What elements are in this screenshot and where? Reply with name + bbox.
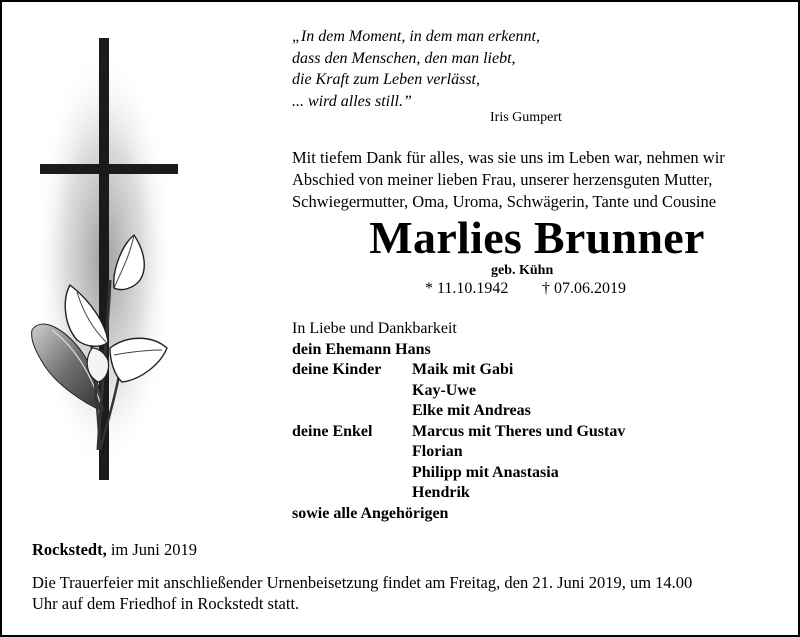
mourners-opening: In Liebe und Dankbarkeit — [292, 320, 457, 337]
mourners-closing: sowie alle Angehörigen — [292, 504, 449, 522]
mourner-row — [292, 401, 531, 422]
grandchild-name: Hendrik — [412, 484, 470, 501]
child-name: Kay-Uwe — [412, 381, 476, 399]
intro-line: Mit tiefem Dank für alles, was sie uns im Leben war, nehmen wir — [292, 148, 725, 167]
death-date: † 07.06.2019 — [542, 280, 626, 297]
child-name: Elke mit Andreas — [412, 402, 531, 419]
quote-line: dass den Menschen, den man liebt, — [292, 49, 516, 67]
mourner-row — [292, 463, 559, 484]
place-date — [32, 540, 197, 560]
mourner-row — [292, 422, 626, 443]
mourner-husband: dein Ehemann Hans — [292, 340, 431, 358]
grandchild-name: Marcus mit Theres und Gustav — [412, 422, 626, 440]
quote-text — [292, 26, 612, 112]
quote-line: ... wird alles still.” — [292, 92, 412, 110]
ceremony-line: Uhr auf dem Friedhof in Rockstedt statt. — [32, 594, 300, 613]
mourner-row — [292, 483, 470, 504]
children-label: deine Kinder — [292, 361, 382, 378]
intro-line: Schwiegermutter, Oma, Uroma, Schwägerin, Tante und Cousine — [292, 192, 717, 211]
quote-line: die Kraft zum Leben verlässt, — [292, 71, 480, 88]
ceremony-line: Die Trauerfeier mit anschließender Urnenbeisetzung findet am Freitag, den 21. Juni 2019, um 14.00 — [32, 573, 693, 592]
quote-line: „In dem Moment, in dem man erkennt, — [292, 28, 540, 45]
grandchild-name: Philipp mit Anastasia — [412, 463, 559, 481]
place-name: Rockstedt, — [32, 540, 107, 559]
deceased-name: Marlies Brunner — [369, 212, 705, 263]
mourner-row — [292, 442, 463, 463]
intro-text — [292, 147, 782, 213]
grandchildren-label: deine Enkel — [292, 422, 373, 440]
ceremony-info — [32, 572, 782, 614]
quote-author: Iris Gumpert — [490, 110, 562, 125]
cross-and-calla-lilies-image — [22, 30, 182, 490]
child-name: Maik mit Gabi — [412, 361, 514, 378]
mourner-row — [292, 381, 476, 402]
mourners-list — [292, 319, 626, 524]
grandchild-name: Florian — [412, 443, 463, 460]
maiden-name: geb. Kühn — [491, 263, 554, 278]
cross-horizontal-beam — [40, 164, 178, 174]
mourner-row — [292, 360, 514, 381]
notice-date: im Juni 2019 — [110, 540, 198, 559]
intro-line: Abschied von meiner lieben Frau, unserer herzensguten Mutter, — [292, 170, 713, 189]
birth-date: * 11.10.1942 — [425, 280, 509, 297]
